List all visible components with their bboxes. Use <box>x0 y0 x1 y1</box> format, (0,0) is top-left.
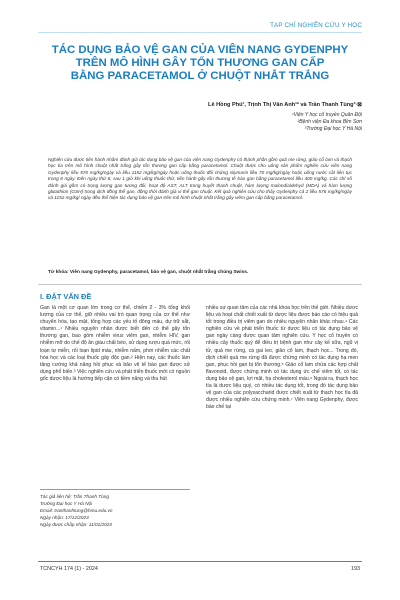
corr-author: Tác giả liên hệ: Trần Thanh Tùng <box>40 494 109 499</box>
footer-rule <box>38 561 362 562</box>
affiliation: ²Bệnh viện Đa khoa Bỉm Sơn <box>297 119 362 126</box>
keywords-label: Từ khóa: <box>48 270 69 275</box>
body-column-left: Gan là một cơ quan lớn trong cơ thể, chiếm 2 - 3% tổng khối lượng của cơ thể, giữ nhiều vai trò quan trọng của cơ thể như chuyển hóa, tạo mật, tổng hợp các yếu tố đông máu, dự trữ sắt, vitamin...¹ Nhiều nguyên nhân được biết đến có thể gây tổn thương gan, bao gồm nhiễm virus viêm gan, nhiễm HIV, gan nhiễm mỡ do chế độ ăn giàu chất béo, sử dụng rượu quá mức, rối loạn tự miễn, rối loạn lipid máu, nhiễm nấm, phơi nhiễm các chất hóa học và các loại thuốc gây độc gan.² Hiện nay, các thuốc làm tăng cường khả năng hồi phục và bảo vệ tế bào gan được sử dụng phổ biến.³ Việc nghiên cứu và phát triển thuốc mới có nguồn gốc dược liệu là hướng tiếp cận có tiềm năng và thu hút <box>40 305 190 382</box>
accepted-date: Ngày được chấp nhận: 11/01/2024 <box>40 522 112 527</box>
affiliations <box>292 112 362 134</box>
section-divider <box>38 284 362 285</box>
abstract: Nghiên cứu được tiến hành nhằm đánh giá tác dụng bảo vệ gan của viên nang Gydenphy có thành phần gồm quả me rừng, giảo cổ lam và thạch học tía trên mô hình chuột nhắt trắng gây tổn thương gan cấp bằng paracetamol. Chuột được cho uống sản phẩm nghiên cứu viên nang Gydenphy liều 576 mg/kg/ngày và liều 1152 mg/kg/ngày hoặc uống thuốc đối chứng silymarin liều 70 mg/kg/ngày hoặc uống nước cất liên tục trong 8 ngày. Đến ngày thứ 8, sau 1 giờ khi uống thuốc thử, tiến hành gây tổn thương tế bào gan bằng paracetamol liều 400 mg/kg. Các chỉ số đánh giá gồm có trọng lượng gan tương đối, hoạt độ AST, ALT trong huyết thanh chuột, hàm lượng malondialdehyd (MDA) và hàm lượng glutathion (GSH) trong dịch đồng thể gan, đồng thời đánh giá vi thể gan chuột. Kết quả nghiên cứu cho thấy Gydenphy cả 2 liều 576 mg/kg/ngày và 1152 mg/kg/ ngày đều thể hiện tác dụng bảo vệ gan trên mô hình chuột nhắt trắng gây viêm gan cấp bằng paracetamol. <box>48 157 352 201</box>
authors: Lê Hồng Phú¹, Trịnh Thị Vân Anh¹² và Trần Thanh Tùng³·⊠ <box>208 102 362 108</box>
article-title <box>40 44 360 83</box>
title-line: BẰNG PARACETAMOL Ở CHUỘT NHẮT TRẮNG <box>70 70 330 82</box>
page-number: 193 <box>351 566 360 572</box>
affiliation: ¹Viện Y học cổ truyền Quân Đội <box>291 112 362 118</box>
affiliation: ³Trường Đại học Y Hà Nội <box>304 126 362 133</box>
keywords <box>48 270 352 275</box>
section-title: I. ĐẶT VẤN ĐỀ <box>40 292 92 301</box>
header-rule <box>38 32 362 33</box>
title-line: TÁC DỤNG BẢO VỆ GAN CỦA VIÊN NANG GYDENPHY <box>51 44 349 56</box>
received-date: Ngày nhận: 17/12/2023 <box>40 515 89 520</box>
journal-tag: TẠP CHÍ NGHIÊN CỨU Y HỌC <box>270 22 362 29</box>
body-column-right: nhiều sự quan tâm của các nhà khoa học trên thế giới. Nhiều dược liệu và hoạt chất chiết xuất từ dược liệu được báo cáo có hiệu quả tốt trong điều trị viêm gan do nhiều nguyên nhân khác nhau.⁴ Các nghiên cứu về phát triển thuốc từ dược liệu có tác dụng bảo vệ gan ngày càng được quan tâm nghiên cứu. Y học cổ truyền có nhiều cây thuốc quý để điều trị bệnh gan như cây kế sữa, ngũ vị tử, quả me rừng, cà gai leo, giảo cổ lam, thạch học... Trong đó, dịch chiết quả me rừng đã được chứng minh có tác dụng hạ men gan, phục hồi gan bị tổn thương.⁵ Giảo cổ lam chứa các hợp chất flavonoid, được chứng minh có tác dụng ức chế viêm tốt, có tác dụng bảo vệ gan, lợi mật, hạ cholesterol máu.⁶ Ngoài ra, thạch học tía là dược liệu quý, có nhiều tác dụng tốt, trong đó tác dụng bảo vệ gan của các polysaccharid được chiết xuất từ thạch học tía đã được nhiều nghiên cứu chứng minh.⁷ Viên nang Gydenphy, được bào chế tại <box>206 305 358 411</box>
footer-journal: TCNCYH 174 (1) - 2024 <box>40 566 98 572</box>
corr-institution: Trường Đại học Y Hà Nội <box>40 501 93 506</box>
keywords-text: Viên nang Gydenphy, paracetamol, bảo vệ gan, chuột nhắt trắng chủng Swiss. <box>68 270 249 275</box>
correspondence-box <box>40 489 190 528</box>
corr-email: Email: tranthanhtung@hmu.edu.vn <box>40 508 113 513</box>
title-line: TRÊN MÔ HÌNH GÂY TỔN THƯƠNG GAN CẤP <box>75 57 325 69</box>
